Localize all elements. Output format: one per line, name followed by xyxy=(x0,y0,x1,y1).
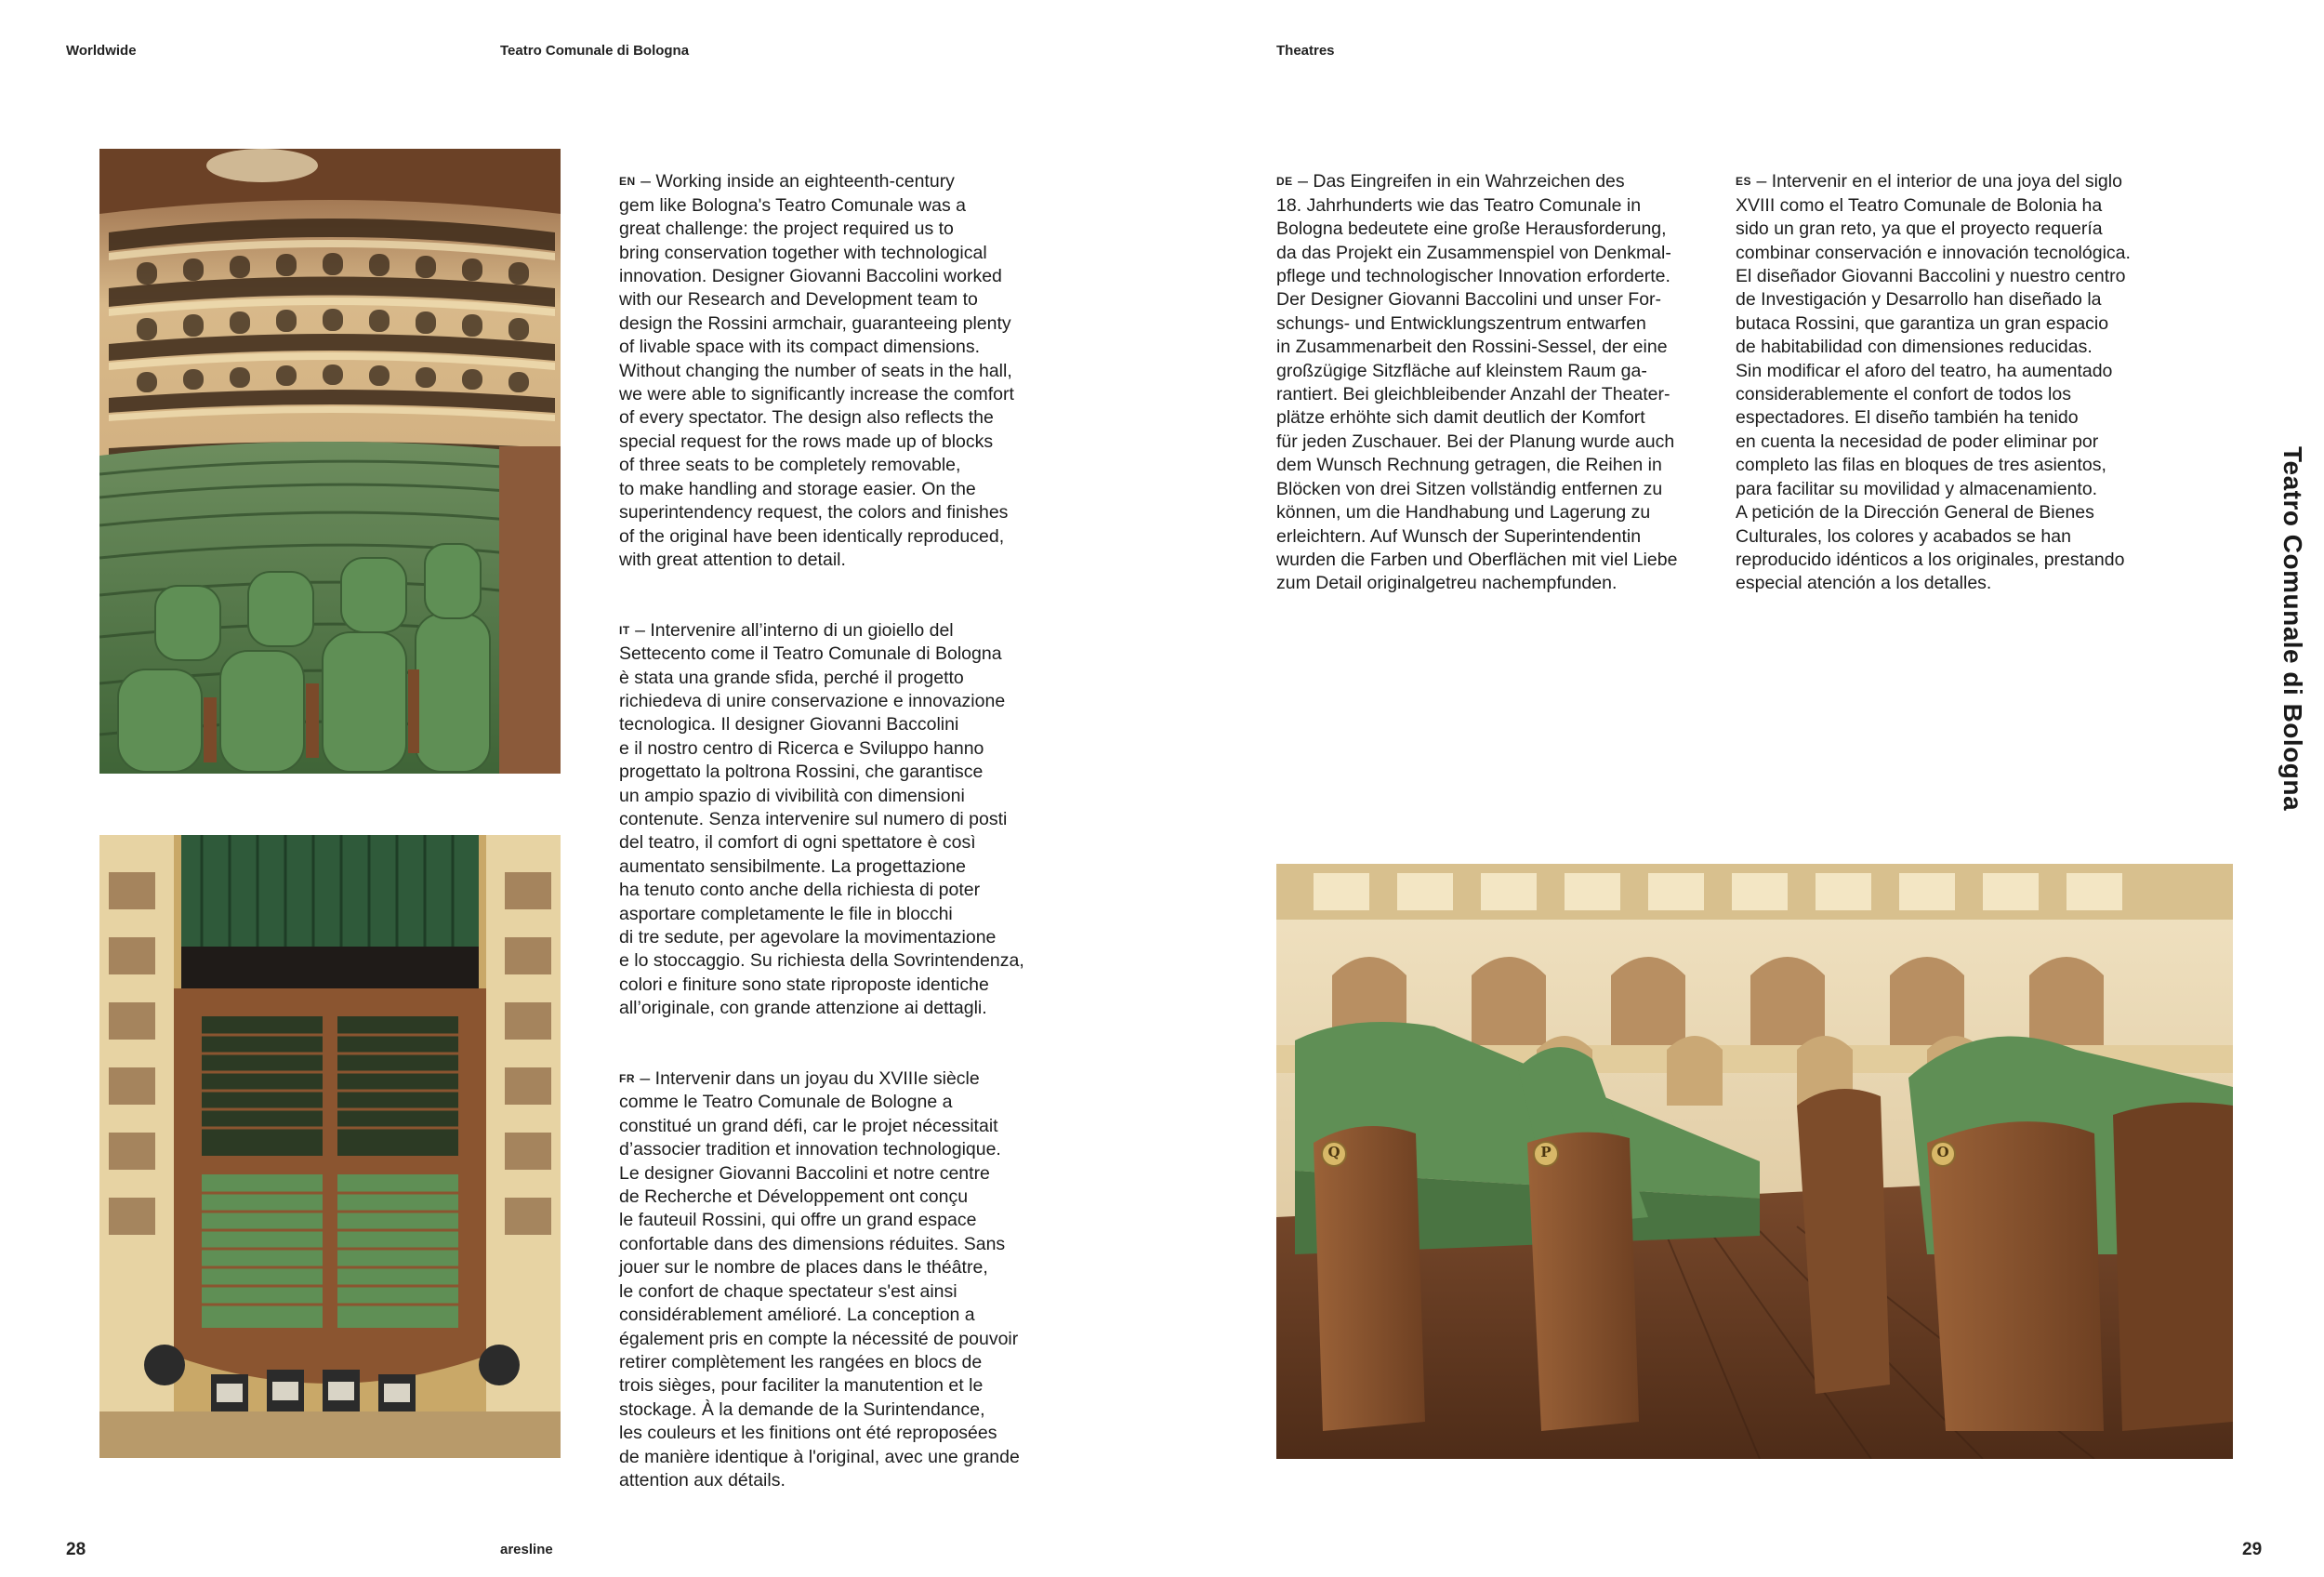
text-column-left xyxy=(619,147,1075,1540)
seat-letter-p: P xyxy=(1540,1144,1552,1160)
photo-auditorium-green-seats xyxy=(99,149,561,774)
body-de: – Das Eingreifen in ein Wahrzeichen des 18. Jahrhunderts wie das Teatro Comunale in Bologna bedeutete eine große Herausforderung, da das Projekt ein Zusammenspiel von Denkmal- pflege und technologischer Innovation erforderte. Der Designer Giovanni Baccolini und unser For- schungs- und Entwicklungszentrum entwarfen in Zusammenarbeit den Rossini-Sessel, der eine großzügige Sitzfläche auf kleinstem Raum ga- rantiert. Bei gleichbleibender Anzahl der Theater- plätze erhöhte sich damit deutlich der Komfort für jeden Zuschauer. Bei der Planung wurde auch dem Wunsch Rechnung getragen, die Reihen in Blöcken von drei Sitzen vollständig entfernen zu können, um die Handhabung und Lagerung zu erleichtern. Auf Wunsch der Superintendentin wurden die Farben und Oberflächen mit viel Liebe zum Detail originalgetreu nachempfunden. xyxy=(1276,171,1678,594)
body-en: – Working inside an eighteenth-century gem like Bologna's Teatro Comunale was a great challenge: the project required us to bring conservation together with technological innovation. Designer Giovanni Baccolini worked with our Research and Development team to design the Rossini armchair, guaranteeing plenty of livable space with its compact dimensions. Without changing the number of seats in the hall, we were able to significantly increase the comfort of every spectator. The design also reflects the special request for the rows made up of blocks of three seats to be completely removable, to make handling and storage easier. On the superintendency request, the colors and finishes of the original have been identically reproduced, with great attention to detail. xyxy=(619,171,1014,570)
photo-rossini-seats-closeup xyxy=(1276,864,2233,1459)
text-column-es xyxy=(1736,147,2191,643)
paragraph-es xyxy=(1736,170,2191,595)
running-header-article: Teatro Comunale di Bologna xyxy=(500,43,690,59)
photo-overhead-stage-view xyxy=(99,835,561,1458)
seat-letter-q: Q xyxy=(1327,1144,1340,1160)
running-header-section: Worldwide xyxy=(66,43,137,59)
lang-tag-de: DE xyxy=(1276,175,1293,189)
seat-letter-o: O xyxy=(1936,1144,1949,1160)
page-number-right: 29 xyxy=(2242,1540,2263,1559)
running-header-category: Theatres xyxy=(1276,43,1335,59)
vertical-article-title: Teatro Comunale di Bologna xyxy=(2278,446,2307,812)
body-es: – Intervenir en el interior de una joya del siglo XVIII como el Teatro Comunale de Bolonia ha sido un gran reto, ya que el proyecto requería combinar conservación e innovación tecnológica. El diseñador Giovanni Baccolini y nuestro centro de Investigación y Desarrollo han diseñado la butaca Rossini, que garantiza un gran espacio de habitabilidad con dimensiones reducidas. Sin modificar el aforo del teatro, ha aumentado considerablemente el confort de todos los espectadores. El diseño también ha tenido en cuenta la necesidad de poder eliminar por completo las filas en bloques de tres asientos, para facilitar su movilidad y almacenamiento. A petición de la Dirección General de Bienes Culturales, los colores y acabados se han reproducido idénticos a los originales, prestando especial atención a los detalles. xyxy=(1736,171,2131,594)
lang-tag-en: EN xyxy=(619,175,636,189)
lang-tag-it: IT xyxy=(619,623,630,637)
paragraph-fr xyxy=(619,1067,1075,1492)
lang-tag-es: ES xyxy=(1736,175,1752,189)
paragraph-de xyxy=(1276,170,1723,595)
text-column-de xyxy=(1276,147,1723,643)
paragraph-en xyxy=(619,170,1075,572)
page-number-left: 28 xyxy=(66,1540,86,1559)
lang-tag-fr: FR xyxy=(619,1072,635,1086)
brand-footer: aresline xyxy=(500,1542,553,1557)
paragraph-it xyxy=(619,619,1075,1021)
body-fr: – Intervenir dans un joyau du XVIIIe siècle comme le Teatro Comunale de Bologne a constitué un grand défi, car le projet nécessitait d’associer tradition et innovation technologique. Le designer Giovanni Baccolini et notre centre de Recherche et Développement ont conçu le fauteuil Rossini, qui offre un grand espace confortable dans des dimensions réduites. Sans jouer sur le nombre de places dans le théâtre, le confort de chaque spectateur s'est ainsi considérablement amélioré. La conception a également pris en compte la nécessité de pouvoir retirer complètement les rangées en blocs de trois sièges, pour faciliter la manutention et le stockage. À la demande de la Surintendance, les couleurs et les finitions ont été reproposées de manière identique à l'original, avec une grande attention aux détails. xyxy=(619,1068,1020,1491)
body-it: – Intervenire all’interno di un gioiello del Settecento come il Teatro Comunale di Bologna è stata una grande sfida, perché il progetto richiedeva di unire conservazione e innovazione tecnologica. Il designer Giovanni Baccolini e il nostro centro di Ricerca e Sviluppo hanno progettato la poltrona Rossini, che garantisce un ampio spazio di vivibilità con dimensioni contenute. Senza intervenire sul numero di posti del teatro, il comfort di ogni spettatore è così aumentato sensibilmente. La progettazione ha tenuto conto anche della richiesta di poter asportare completamente le file in blocchi di tre sedute, per agevolare la movimentazione e lo stoccaggio. Su richiesta della Sovrintendenza, colori e finiture sono state riproposte identiche all’originale, con grande attenzione ai dettagli. xyxy=(619,619,1024,1019)
